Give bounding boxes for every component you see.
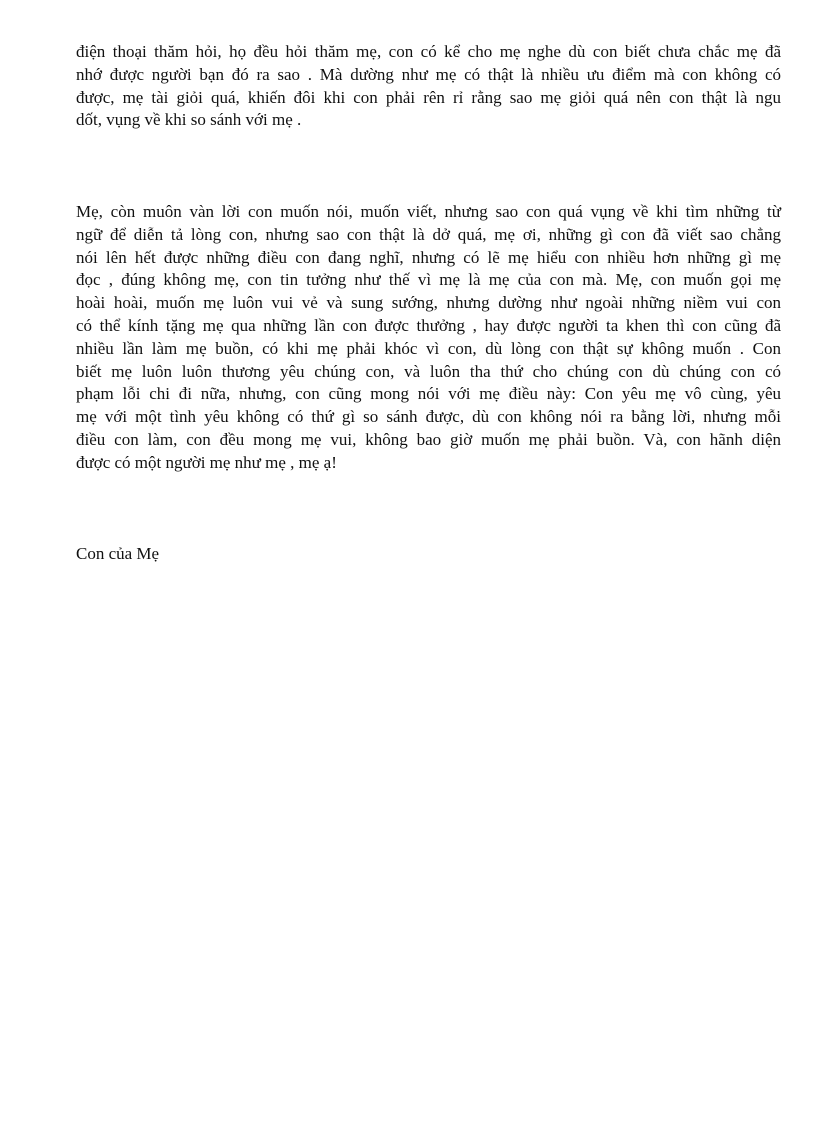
paragraph-line: biết mẹ luôn luôn thương yêu chúng con, và luôn tha thứ cho chúng con dù chúng con có [76, 361, 781, 381]
paragraph-line: nói lên hết được những điều con đang nghĩ, nhưng có lẽ mẹ hiểu con nhiều hơn những gì mẹ [76, 247, 781, 267]
paragraph-line: dốt, vụng về khi so sánh với mẹ . [76, 110, 302, 130]
paragraph-line: nhiều lần làm mẹ buồn, có khi mẹ phải khóc vì con, dù lòng con thật sự không muốn . Con [76, 338, 781, 358]
paragraph-line: mẹ với một tình yêu không có thứ gì so sánh được, dù con không nói ra bằng lời, nhưng mỗi [76, 407, 781, 427]
paragraph-line: hoài hoài, muốn mẹ luôn vui vẻ và sung sướng, nhưng dường như ngoài những niềm vui con [76, 293, 781, 313]
paragraph-line: ngữ để diễn tả lòng con, nhưng sao con thật là dở quá, mẹ ơi, những gì con đã viết sao chẳng [76, 224, 781, 244]
paragraph-line: được, mẹ tài giỏi quá, khiến đôi khi con phải rên rỉ rằng sao mẹ giỏi quá nên con thật là ngu [76, 87, 781, 107]
paragraph-line: phạm lỗi chi đi nữa, nhưng, con cũng mong nói với mẹ điều này: Con yêu mẹ vô cùng, yêu [76, 384, 781, 404]
paragraph-line: đọc , đúng không mẹ, con tin tưởng như thế vì mẹ là mẹ của con mà. Mẹ, con muốn gọi mẹ [76, 270, 781, 290]
paragraph-line: điều con làm, con đều mong mẹ vui, không bao giờ muốn mẹ phải buồn. Và, con hãnh diện [76, 429, 781, 449]
paragraph-2 [76, 201, 781, 475]
paragraph-line: có thể kính tặng mẹ qua những lần con được thưởng , hay được người ta khen thì con cũng đã [76, 315, 781, 335]
paragraph-line: nhớ được người bạn đó ra sao . Mà dường như mẹ có thật là nhiều ưu điểm mà con không có [76, 64, 781, 84]
paragraph-line: Mẹ, còn muôn vàn lời con muốn nói, muốn viết, nhưng sao con quá vụng về khi tìm những từ [76, 202, 781, 221]
paragraph-1 [76, 41, 781, 132]
signature-text: Con của Mẹ [76, 544, 160, 563]
paragraph-line: được có một người mẹ như mẹ , mẹ ạ! [76, 452, 337, 472]
paragraph-line: điện thoại thăm hỏi, họ đều hỏi thăm mẹ, con có kể cho mẹ nghe dù con biết chưa chắc mẹ đã [76, 42, 781, 61]
signature [76, 543, 781, 566]
